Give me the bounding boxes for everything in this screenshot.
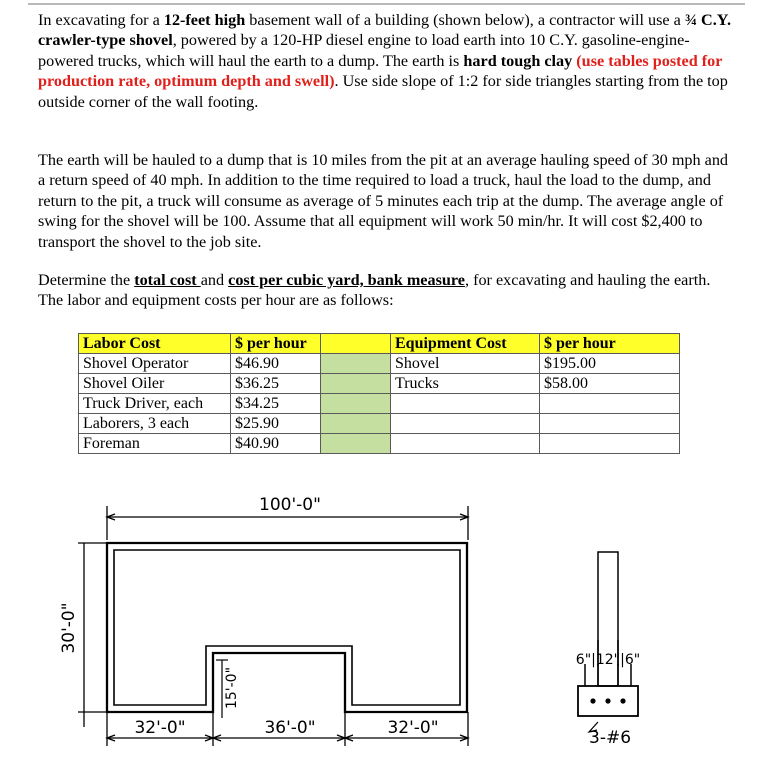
wall-section <box>575 552 641 716</box>
equipment-item: Trucks <box>391 374 540 394</box>
labor-rate: $40.90 <box>231 434 321 454</box>
labor-rate: $36.25 <box>231 374 321 394</box>
problem-paragraph-2: The earth will be hauled to a dump that is 10 miles from the pit at an average hauling speed of 30 mph and a return speed of 40 mph. In addition to the time required to load a truck, haul the load to the dump, and return to the pit, a truck will consume as average of 5 minutes each trip at the dump. The average angle of swing for the shovel will be 100. Assume that all equipment will work 50 min/hr. It will cost $2,400 to transport the shovel to the job site. <box>38 151 729 251</box>
labor-item: Laborers, 3 each <box>79 414 231 434</box>
equipment-rate: $195.00 <box>540 354 680 374</box>
labor-rate: $34.25 <box>231 394 321 414</box>
wall-outline <box>107 543 467 712</box>
equipment-item: Shovel <box>391 354 540 374</box>
labor-rate: $25.90 <box>231 414 321 434</box>
middle-segment-label: 36'-0" <box>264 718 316 738</box>
labor-cost-header: Labor Cost <box>79 334 231 354</box>
rebar-dots <box>590 698 625 703</box>
table-reference-note: (use tables posted for production rate, optimum depth and swell) <box>38 51 723 91</box>
equipment-cost-header: Equipment Cost <box>391 334 540 354</box>
problem-paragraph-3: Determine the total cost and cost per cubic yard, bank measure, for excavating and hauling the earth. The labor and equipment costs per hour are as follows: <box>38 271 711 310</box>
labor-item: Truck Driver, each <box>79 394 231 414</box>
labor-item: Shovel Operator <box>79 354 231 374</box>
labor-item: Foreman <box>79 434 231 454</box>
footing-dims-label: 6"|12"|6" <box>575 652 641 668</box>
equipment-rate: $58.00 <box>540 374 680 394</box>
problem-paragraph-1: In excavating for a 12-feet high basement wall of a building (shown below), a contractor will use a ¾ C.Y. crawler-type shovel, powered by a 120-HP diesel engine to load earth into 10 C.Y. gasoline-engine-powered trucks, which will haul the earth to a dump. The earth is hard tough clay (use tables posted for production rate, optimum depth and swell). Use side slope of 1:2 for side triangles starting from the top outside corner of the wall footing. <box>38 11 732 111</box>
equipment-rate-header: $ per hour <box>540 334 680 354</box>
overall-depth-label: 30'-0" <box>59 602 79 654</box>
rebar-label: 3-#6 <box>589 728 632 748</box>
right-segment-label: 32'-0" <box>387 718 439 738</box>
notch-depth-label: 15'-0" <box>224 666 240 710</box>
labor-item: Shovel Oiler <box>79 374 231 394</box>
overall-width-label: 100'-0" <box>259 495 321 515</box>
overall-depth-dimension <box>78 543 106 727</box>
labor-rate: $46.90 <box>231 354 321 374</box>
left-segment-label: 32'-0" <box>134 718 186 738</box>
labor-rate-header: $ per hour <box>231 334 321 354</box>
